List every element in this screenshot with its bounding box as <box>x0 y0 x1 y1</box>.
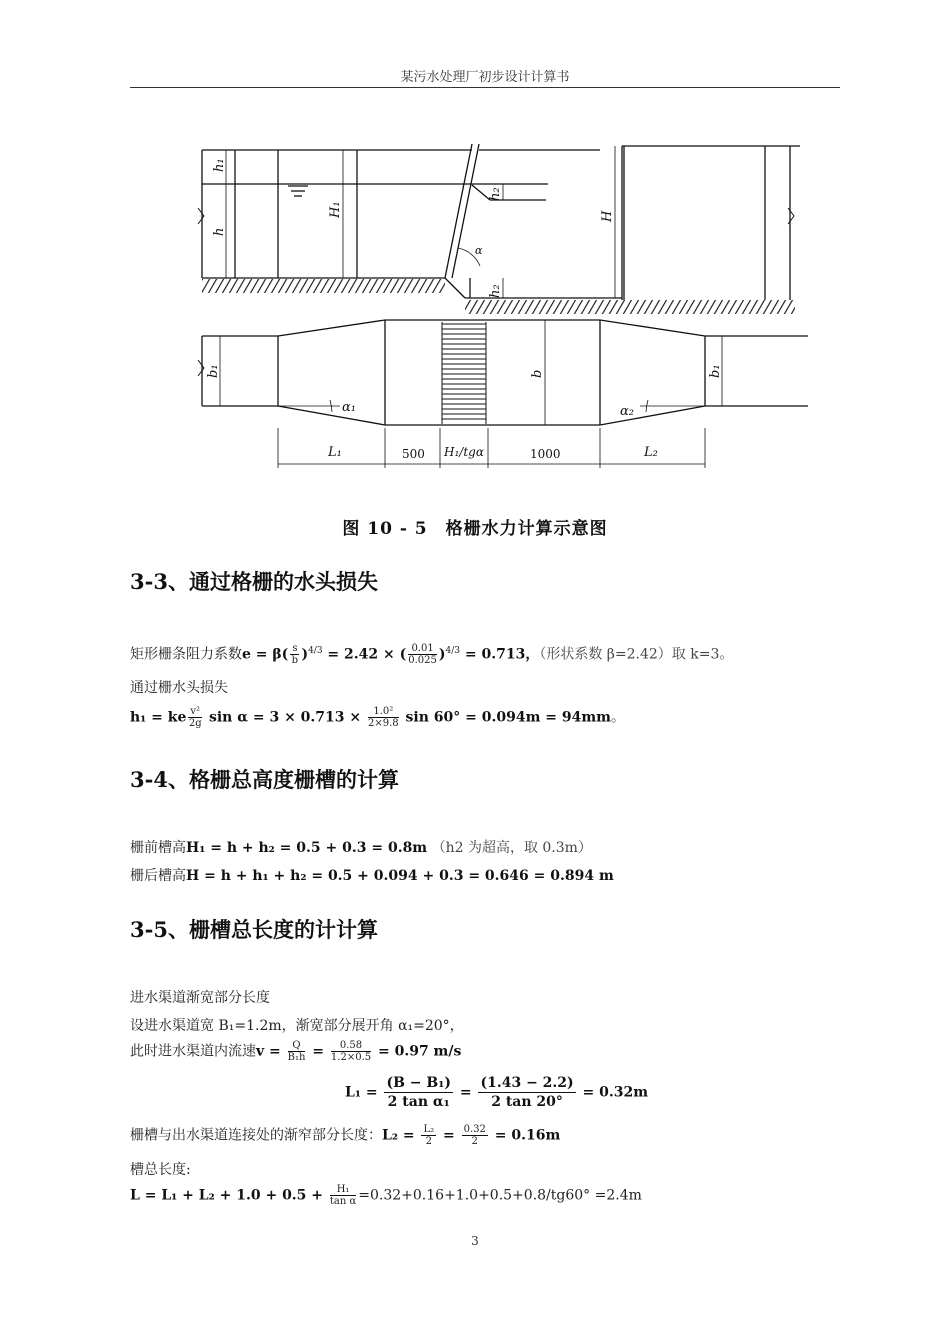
front-height-line: 栅前槽高H₁ = h + h₂ = 0.5 + 0.3 = 0.8m （h2 为超高，取 0.3m） <box>130 840 592 856</box>
label-L1: L₁ <box>328 445 342 460</box>
label-h1: h₁ <box>212 158 227 172</box>
label-H1: H₁ <box>328 201 343 218</box>
label-1000: 1000 <box>530 447 561 461</box>
label-h: h <box>212 227 227 236</box>
velocity-line: 此时进水渠道内流速v = $\frac{Q}{\text{B₁h}}$ = $\frac{0.58}{1.2\times 0.5}$ = 0.97 m/s <box>130 1040 462 1063</box>
label-h2-top: h₂ <box>488 187 503 201</box>
label-H1-tg: H₁/tgα <box>444 445 484 459</box>
bed-hatch-right <box>465 300 795 314</box>
label-b1-right: b₁ <box>708 364 723 378</box>
screen-bar <box>445 144 472 278</box>
screen-hydraulic-diagram <box>190 138 820 473</box>
label-b: b <box>530 369 545 378</box>
total-length-equation: L = L₁ + L₂ + 1.0 + 0.5 + $\frac{\text{H₁}}{\text{tan α}}$ =0.32+0.16+1.0+0.5+0.8/tg60° =2.4m <box>130 1184 642 1207</box>
label-alpha2: α₂ <box>620 404 634 419</box>
total-length-label: 槽总长度: <box>130 1162 191 1178</box>
page-header: 某污水处理厂初步设计计算书 <box>400 70 570 85</box>
label-h2-bottom: h₂ <box>488 284 503 298</box>
section-3-3-title: 3-3、通过格栅的水头损失 <box>130 569 378 594</box>
screen-bars-plan <box>442 322 486 424</box>
resistance-coefficient-line: 矩形栅条阻力系数e = β( $\frac{s}{b}$ )$^{4/3}$ = 2.42 × ( $\frac{0.01}{0.025}$ )$^{4/3}$ = 0.713，（形状系数 β=2.42）取 k=3。 <box>130 643 734 666</box>
L1-equation: L₁ = $\frac{\text{(B − B₁)}}{\text{2 tan α₁}}$ = $\frac{(1.43 - 2.2)}{2 \tan 20^\circ}$ = 0.32m <box>345 1075 649 1110</box>
head-loss-equation: h₁ = ke $\frac{\text{v²}}{2g}$ sin α = 3 × 0.713 × $\frac{\text{1.0²}}{2\times 9.8}$ sin 60° = 0.094m = 94mm。 <box>130 706 625 729</box>
header-rule <box>130 87 840 88</box>
label-L2: L₂ <box>644 445 658 460</box>
label-b1-left: b₁ <box>206 364 221 378</box>
page-number: 3 <box>471 1234 479 1248</box>
section-3-4-title: 3-4、格栅总高度栅槽的计算 <box>130 767 399 792</box>
head-loss-label: 通过栅水头损失 <box>130 680 228 696</box>
label-alpha: α <box>475 244 483 257</box>
rear-height-line: 栅后槽高H = h + h₁ + h₂ = 0.5 + 0.094 + 0.3 = 0.646 = 0.894 m <box>130 868 614 884</box>
label-H: H <box>600 210 615 222</box>
figure-caption: 图 10 - 5 格栅水力计算示意图 <box>342 519 608 539</box>
inlet-width-line: 设进水渠道宽 B₁=1.2m，渐宽部分展开角 α₁=20°， <box>130 1018 464 1034</box>
section-3-5-title: 3-5、栅槽总长度的计计算 <box>130 917 378 942</box>
label-alpha1: α₁ <box>342 400 356 415</box>
narrowing-length-line: 栅槽与出水渠道连接处的渐窄部分长度：L₂ = $\frac{\text{L₂}}{2}$ = $\frac{0.32}{2}$ = 0.16m <box>130 1124 561 1147</box>
widening-length-label: 进水渠道渐宽部分长度 <box>130 990 270 1006</box>
bed-hatch-left <box>202 279 445 293</box>
label-500: 500 <box>402 447 425 461</box>
